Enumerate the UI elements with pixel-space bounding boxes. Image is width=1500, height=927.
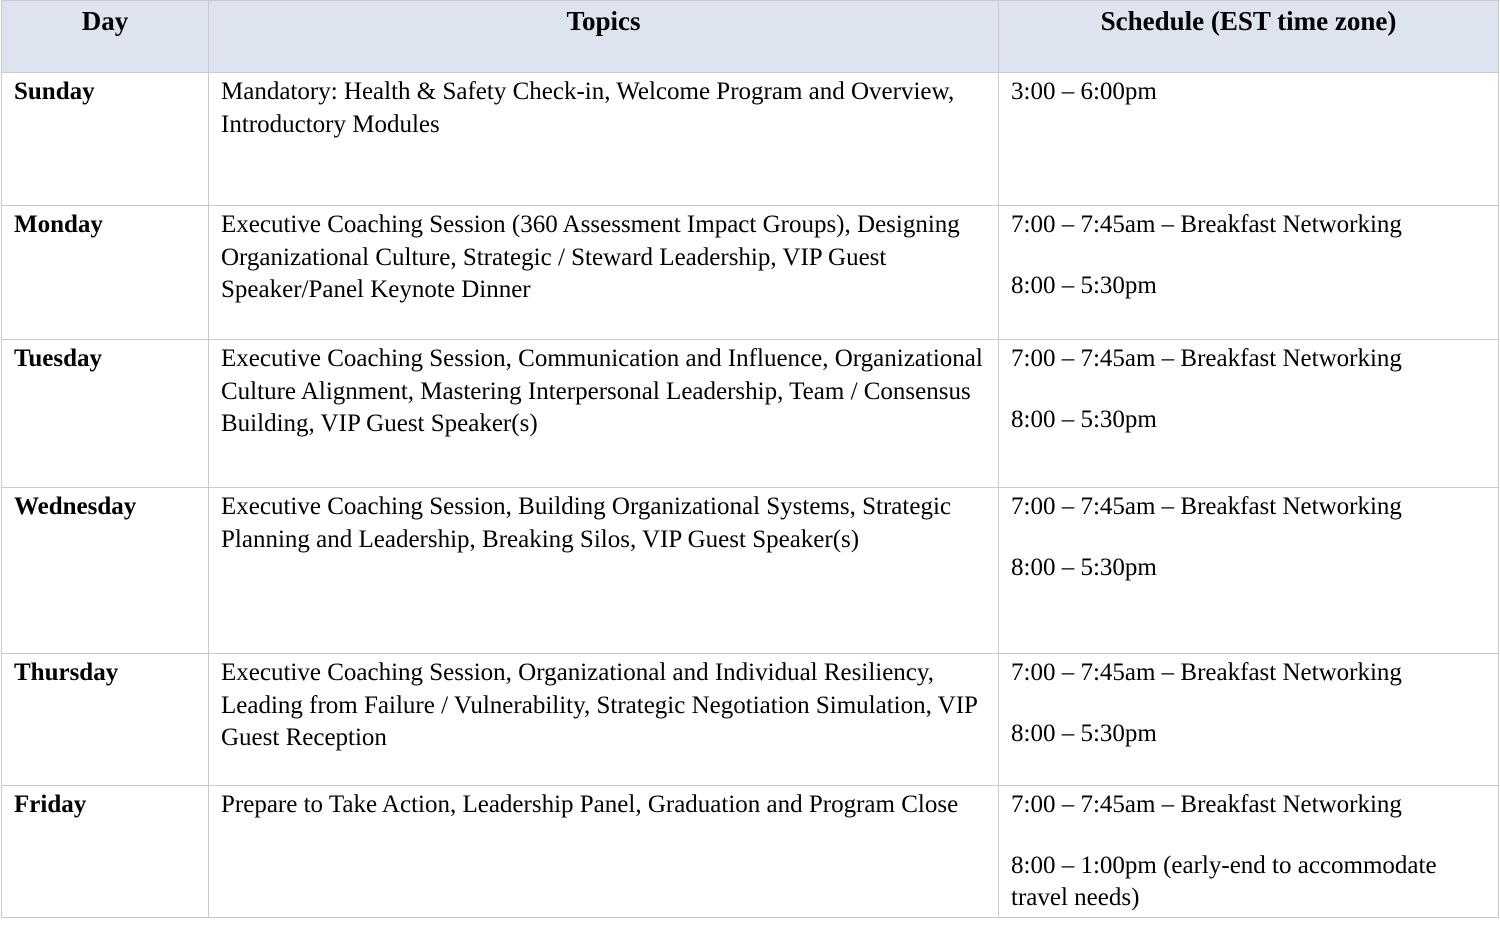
table-row-thursday <box>2 654 1499 786</box>
table-row-wednesday <box>2 488 1499 654</box>
schedule-line: 7:00 – 7:45am – Breakfast Networking <box>1011 211 1402 238</box>
schedule-line: 8:00 – 5:30pm <box>1011 405 1157 433</box>
table-row-tuesday <box>2 340 1499 488</box>
topics-cell: Executive Coaching Session, Building Organizational Systems, Strategic Planning and Leadership, Breaking Silos, VIP Guest Speaker(s) <box>209 488 999 654</box>
schedule-line: 7:00 – 7:45am – Breakfast Networking <box>1011 345 1402 372</box>
schedule-line: 7:00 – 7:45am – Breakfast Networking <box>1011 659 1402 686</box>
schedule-line: 8:00 – 5:30pm <box>1011 271 1157 299</box>
table-row-monday <box>2 206 1499 340</box>
day-cell: Monday <box>2 206 209 340</box>
schedule-cell <box>999 73 1499 206</box>
schedule-line: 8:00 – 5:30pm <box>1011 719 1157 747</box>
table-row-friday <box>2 786 1499 918</box>
topics-cell: Mandatory: Health & Safety Check-in, Welcome Program and Overview, Introductory Modules <box>209 73 999 206</box>
schedule-cell <box>999 488 1499 654</box>
schedule-cell <box>999 786 1499 918</box>
schedule-line: 8:00 – 5:30pm <box>1011 553 1157 581</box>
schedule-cell <box>999 340 1499 488</box>
topics-cell: Executive Coaching Session (360 Assessment Impact Groups), Designing Organizational Culture, Strategic / Steward Leadership, VIP Guest Speaker/Panel Keynote Dinner <box>209 206 999 340</box>
day-cell: Wednesday <box>2 488 209 654</box>
schedule-cell <box>999 654 1499 786</box>
topics-cell: Prepare to Take Action, Leadership Panel, Graduation and Program Close <box>209 786 999 918</box>
schedule-spacer <box>1011 690 1486 718</box>
day-cell: Thursday <box>2 654 209 786</box>
header-day: Day <box>2 1 209 73</box>
schedule-spacer <box>1011 524 1486 552</box>
schedule-line: 8:00 – 1:00pm (early-end to accommodate travel needs) <box>1011 851 1437 911</box>
schedule-cell <box>999 206 1499 340</box>
header-topics: Topics <box>209 1 999 73</box>
schedule-spacer <box>1011 376 1486 404</box>
day-cell: Friday <box>2 786 209 918</box>
schedule-spacer <box>1011 242 1486 270</box>
table-row-sunday <box>2 73 1499 206</box>
schedule-line: 7:00 – 7:45am – Breakfast Networking <box>1011 493 1402 520</box>
schedule-spacer <box>1011 822 1486 850</box>
header-schedule: Schedule (EST time zone) <box>999 1 1499 73</box>
day-cell: Tuesday <box>2 340 209 488</box>
topics-cell: Executive Coaching Session, Organizational and Individual Resiliency, Leading from Failure / Vulnerability, Strategic Negotiation Simulation, VIP Guest Reception <box>209 654 999 786</box>
schedule-line: 7:00 – 7:45am – Breakfast Networking <box>1011 791 1402 818</box>
schedule-line: 3:00 – 6:00pm <box>1011 78 1157 105</box>
day-cell: Sunday <box>2 73 209 206</box>
topics-cell: Executive Coaching Session, Communication and Influence, Organizational Culture Alignment, Mastering Interpersonal Leadership, Team / Consensus Building, VIP Guest Speaker(s) <box>209 340 999 488</box>
schedule-table <box>1 0 1499 918</box>
header-row <box>2 1 1499 73</box>
